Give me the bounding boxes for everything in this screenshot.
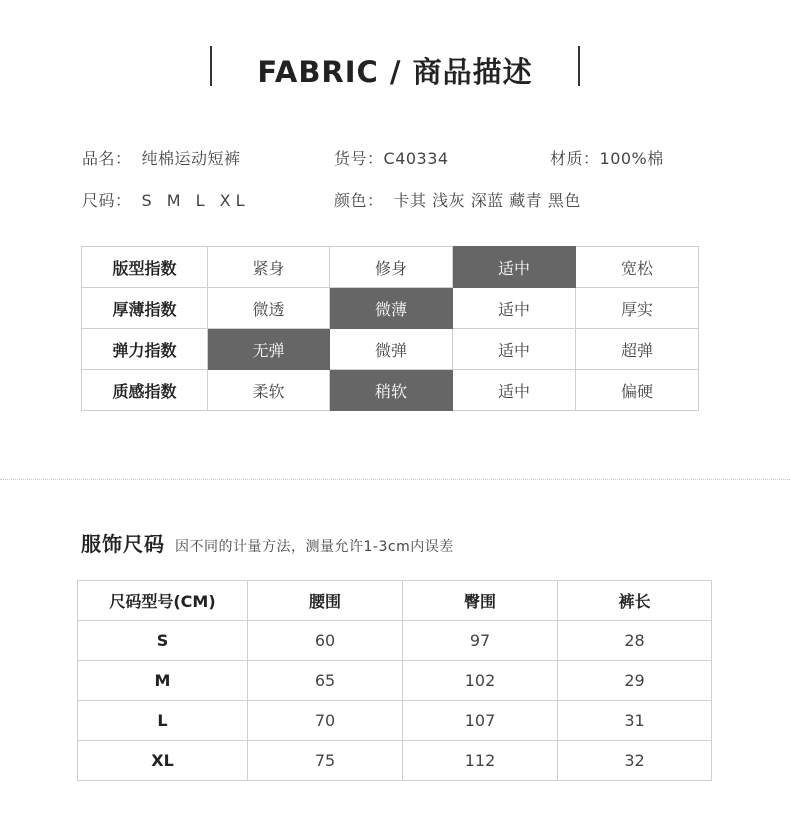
- index-option: 厚实: [576, 288, 699, 329]
- spec-size-label: 尺码：: [82, 191, 132, 210]
- spec-size: [82, 188, 250, 211]
- spec-name-value: 纯棉运动短裤: [141, 149, 241, 168]
- index-option: 宽松: [576, 247, 699, 288]
- size-section-heading: [81, 528, 454, 557]
- size-label-cell: S: [78, 621, 248, 661]
- index-option: 适中: [453, 329, 576, 370]
- size-value-cell: 32: [558, 741, 712, 781]
- spec-material: [550, 146, 664, 169]
- spec-name-label: 品名：: [82, 149, 132, 168]
- size-table-header: 尺码型号(CM): [78, 581, 248, 621]
- size-value-cell: 29: [558, 661, 712, 701]
- size-table-row: [78, 661, 712, 701]
- index-option: 偏硬: [576, 370, 699, 411]
- spec-name: [82, 146, 241, 169]
- index-row: [82, 329, 699, 370]
- size-value-cell: 70: [248, 701, 403, 741]
- size-section-note: 因不同的计量方法，测量允许1-3cm内误差: [175, 539, 454, 555]
- size-section-title: 服饰尺码: [81, 532, 165, 556]
- size-label-cell: L: [78, 701, 248, 741]
- size-value-cell: 31: [558, 701, 712, 741]
- fabric-index-table: [81, 246, 699, 411]
- size-value-cell: 75: [248, 741, 403, 781]
- spec-code-value: C40334: [383, 149, 449, 168]
- index-option-selected: 适中: [453, 247, 576, 288]
- index-option: 超弹: [576, 329, 699, 370]
- size-table-row: [78, 741, 712, 781]
- spec-size-value: S M L XL: [141, 191, 250, 210]
- index-row-label: 版型指数: [82, 247, 208, 288]
- index-option-selected: 微薄: [330, 288, 453, 329]
- size-table-header: 裤长: [558, 581, 712, 621]
- size-table-row: [78, 621, 712, 661]
- index-option: 微弹: [330, 329, 453, 370]
- size-value-cell: 28: [558, 621, 712, 661]
- index-row: [82, 247, 699, 288]
- index-option: 紧身: [208, 247, 330, 288]
- index-row-label: 质感指数: [82, 370, 208, 411]
- section-header: [210, 46, 580, 89]
- size-table-header: 臀围: [403, 581, 558, 621]
- size-value-cell: 65: [248, 661, 403, 701]
- index-row-label: 弹力指数: [82, 329, 208, 370]
- index-option-selected: 无弹: [208, 329, 330, 370]
- size-value-cell: 112: [403, 741, 558, 781]
- size-label-cell: M: [78, 661, 248, 701]
- section-divider: [0, 479, 790, 480]
- spec-material-label: 材质：: [550, 149, 600, 168]
- index-option: 柔软: [208, 370, 330, 411]
- size-chart-table: [77, 580, 712, 781]
- spec-color-label: 颜色：: [334, 191, 384, 210]
- header-right-bar: [578, 46, 580, 86]
- spec-code: [334, 146, 449, 169]
- index-option: 适中: [453, 370, 576, 411]
- size-table-header: 腰围: [248, 581, 403, 621]
- size-value-cell: 60: [248, 621, 403, 661]
- spec-code-label: 货号：: [334, 149, 384, 168]
- index-row: [82, 370, 699, 411]
- size-table-row: [78, 701, 712, 741]
- spec-material-value: 100%棉: [599, 149, 664, 168]
- size-value-cell: 107: [403, 701, 558, 741]
- page-title: FABRIC / 商品描述: [257, 55, 533, 89]
- index-option-selected: 稍软: [330, 370, 453, 411]
- index-option: 微透: [208, 288, 330, 329]
- size-label-cell: XL: [78, 741, 248, 781]
- spec-color-value: 卡其 浅灰 深蓝 藏青 黑色: [393, 191, 581, 210]
- index-row: [82, 288, 699, 329]
- size-value-cell: 102: [403, 661, 558, 701]
- index-option: 适中: [453, 288, 576, 329]
- spec-color: [334, 188, 581, 211]
- size-table-header-row: [78, 581, 712, 621]
- index-row-label: 厚薄指数: [82, 288, 208, 329]
- index-option: 修身: [330, 247, 453, 288]
- size-value-cell: 97: [403, 621, 558, 661]
